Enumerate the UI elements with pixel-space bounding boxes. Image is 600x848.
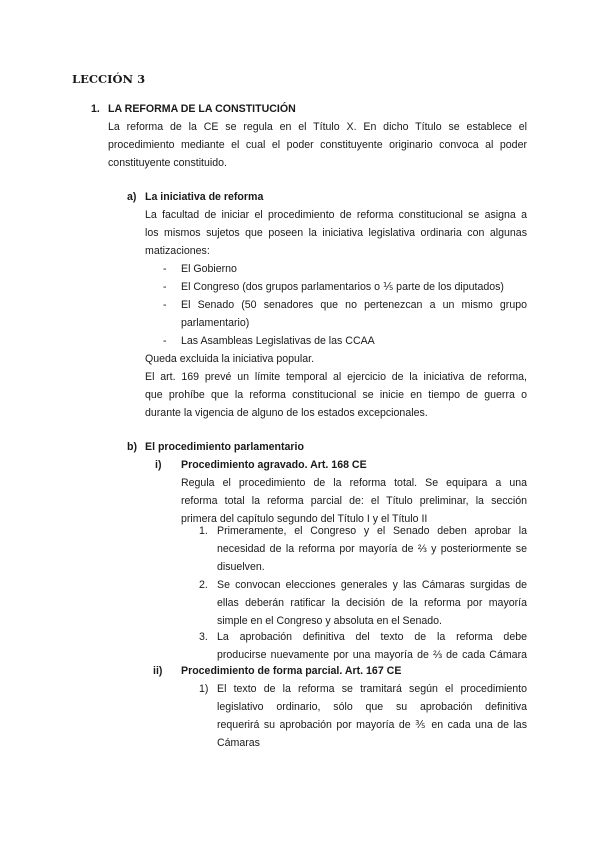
article-line: durante la vigencia de alguno de los estados excepcionales. — [145, 407, 428, 419]
bullet-dash: - — [163, 299, 167, 311]
step-line: necesidad de la reforma por mayoría de ⅔ y posteriormente se — [217, 543, 527, 555]
bullet-item: El Senado (50 senadores que no pertenezcan a un mismo grupo — [181, 299, 527, 311]
step-line: simple en el Congreso y absoluta en el Senado. — [217, 615, 442, 627]
step-line: legislativo ordinario, sólo que su aprobación definitiva — [217, 701, 527, 713]
bullet-item-continued: parlamentario) — [181, 317, 250, 329]
intro-line: procedimiento mediante el cual el poder constituyente originario convoca al poder — [108, 139, 527, 151]
item-i-label: i) — [155, 459, 162, 471]
article-line: El art. 169 prevé un límite temporal al ejercicio de la iniciativa de reforma, — [145, 371, 527, 383]
subsection-a-para-line: los mismos sujetos que poseen la iniciativa legislativa ordinaria con algunas — [145, 227, 527, 239]
subsection-b-label: b) — [127, 441, 137, 453]
bullet-dash: - — [163, 281, 167, 293]
item-i-para-line: primera del capítulo segundo del Título I y el Título II — [181, 513, 428, 525]
step-line: ellas deberán ratificar la decisión de la reforma por mayoría — [217, 597, 527, 609]
bullet-item: El Gobierno — [181, 263, 237, 275]
step-line: Primeramente, el Congreso y el Senado deben aprobar la — [217, 525, 527, 537]
step-number: 1. — [199, 525, 208, 537]
step-line: requerirá su aprobación por mayoría de ⅗ en cada una de las — [217, 719, 527, 731]
bullet-item: El Congreso (dos grupos parlamentarios o ⅕ parte de los diputados) — [181, 281, 504, 293]
bullet-dash: - — [163, 335, 167, 347]
intro-line: La reforma de la CE se regula en el Título X. En dicho Título se establece el — [108, 121, 527, 133]
subsection-a-para-line: La facultad de iniciar el procedimiento de reforma constitucional se asigna a — [145, 209, 527, 221]
bullet-dash: - — [163, 263, 167, 275]
section-number: 1. — [91, 103, 100, 115]
intro-line: constituyente constituido. — [108, 157, 227, 169]
step-number: 3. — [199, 631, 208, 643]
section-title: LA REFORMA DE LA CONSTITUCIÓN — [108, 103, 296, 115]
subsection-a-para-line: matizaciones: — [145, 245, 210, 257]
item-i-para-line: Regula el procedimiento de la reforma total. Se equipara a una — [181, 477, 527, 489]
step-line: El texto de la reforma se tramitará según el procedimiento — [217, 683, 527, 695]
step-line: disuelven. — [217, 561, 265, 573]
step-line: Se convocan elecciones generales y las Cámaras surgidas de — [217, 579, 527, 591]
bullet-item: Las Asambleas Legislativas de las CCAA — [181, 335, 375, 347]
subsection-b-title: El procedimiento parlamentario — [145, 441, 304, 453]
item-ii-title: Procedimiento de forma parcial. Art. 167 CE — [181, 665, 402, 677]
step-line: Cámaras — [217, 737, 260, 749]
subsection-a-title: La iniciativa de reforma — [145, 191, 264, 203]
item-ii-label: ii) — [153, 665, 163, 677]
step-number: 1) — [199, 683, 209, 695]
item-i-para-line: reforma total la reforma parcial de: el Título preliminar, la sección — [181, 495, 527, 507]
excluded-note: Queda excluida la iniciativa popular. — [145, 353, 315, 365]
step-line: producirse nuevamente por una mayoría de ⅔ de cada Cámara — [217, 649, 527, 661]
item-i-title: Procedimiento agravado. Art. 168 CE — [181, 459, 367, 471]
subsection-a-label: a) — [127, 191, 137, 203]
step-line: La aprobación definitiva del texto de la reforma debe — [217, 631, 527, 643]
article-line: que prohíbe que la reforma constitucional se inicie en tiempo de guerra o — [145, 389, 527, 401]
lesson-title: LECCIÓN 3 — [72, 72, 146, 86]
step-number: 2. — [199, 579, 208, 591]
